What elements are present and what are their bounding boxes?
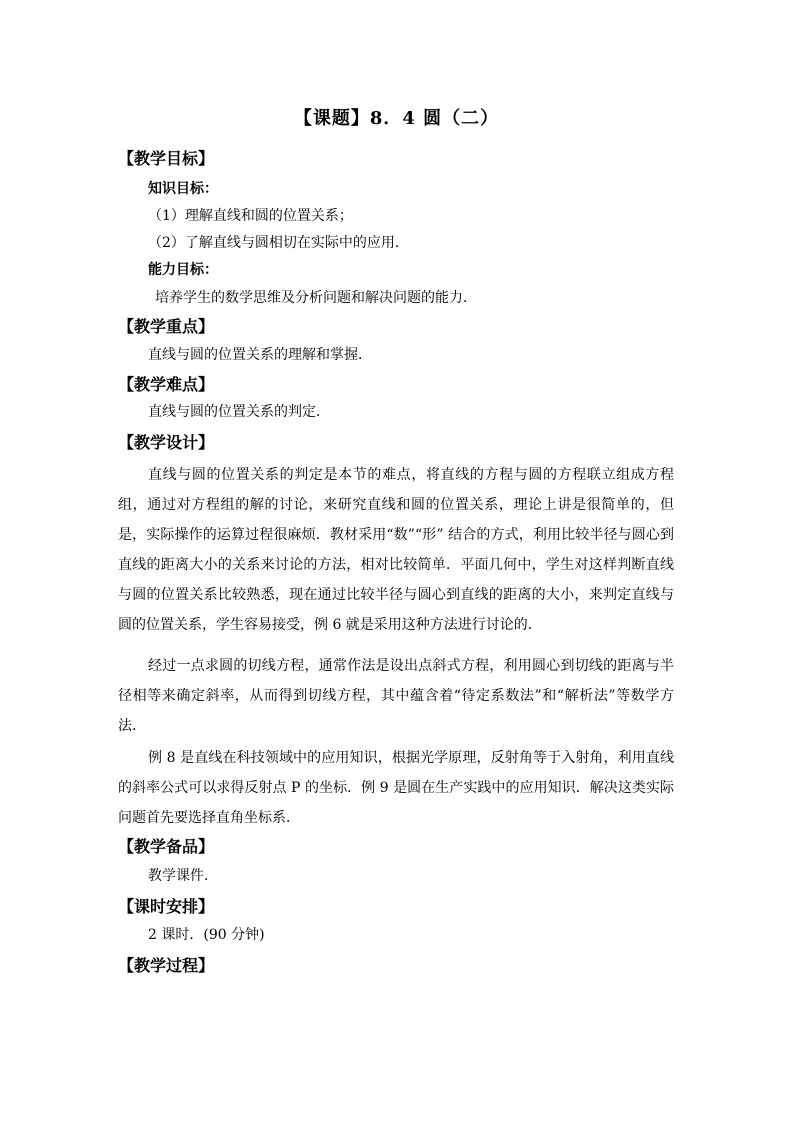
materials-text: 教学课件． — [148, 868, 218, 884]
difficulties-text: 直线与圆的位置关系的判定． — [148, 404, 330, 420]
knowledge-item-2: （2）了解直线与圆相切在实际中的应用． — [148, 235, 409, 251]
heading-design: 【教学设计】 — [118, 433, 215, 452]
page-title: 【课题】8．4 圆（二） — [293, 108, 500, 129]
heading-key-points: 【教学重点】 — [118, 317, 215, 336]
ability-goal-label: 能力目标： — [148, 262, 218, 278]
ability-goal-text: 培养学生的数学思维及分析问题和解决问题的能力． — [155, 290, 477, 306]
heading-process: 【教学过程】 — [118, 956, 215, 975]
heading-schedule: 【课时安排】 — [118, 897, 215, 916]
heading-materials: 【教学备品】 — [118, 837, 215, 856]
design-paragraph-2: 经过一点求圆的切线方程，通常作法是设出点斜式方程，利用圆心到切线的距离与半径相等来确定斜率，从而得到切线方程，其中蕴含着“待定系数法”和“解析法”等数学方法． — [118, 658, 674, 734]
heading-difficulties: 【教学难点】 — [118, 375, 215, 394]
heading-objectives: 【教学目标】 — [118, 149, 215, 168]
design-paragraph-1: 直线与圆的位置关系的判定是本节的难点，将直线的方程与圆的方程联立组成方程组，通过对方程组的解的讨论，来研究直线和圆的位置关系，理论上讲是很简单的，但是，实际操作的运算过程很麻烦．教材采用“数”“形” 结合的方式，利用比较半径与圆心到直线的距离大小的关系来讨论的方法，相对比较简单．平面几何中，学生对这样判断直线与圆的位置关系比较熟悉，现在通过比较半径与圆心到直线的距离的大小，来判定直线与圆的位置关系，学生容易接受，例 6 就是采用这种方法进行讨论的． — [118, 467, 674, 633]
design-paragraph-3: 例 8 是直线在科技领域中的应用知识，根据光学原理，反射角等于入射角，利用直线的斜率公式可以求得反射点 P 的坐标．例 9 是圆在生产实践中的应用知识．解决这类实际问题首先要选择直角坐标系． — [118, 750, 674, 826]
knowledge-goal-label: 知识目标： — [148, 181, 218, 197]
key-points-text: 直线与圆的位置关系的理解和掌握． — [148, 347, 372, 363]
knowledge-item-1: （1）理解直线和圆的位置关系； — [148, 208, 353, 224]
schedule-text: 2 课时．(90 分钟) — [148, 927, 265, 943]
